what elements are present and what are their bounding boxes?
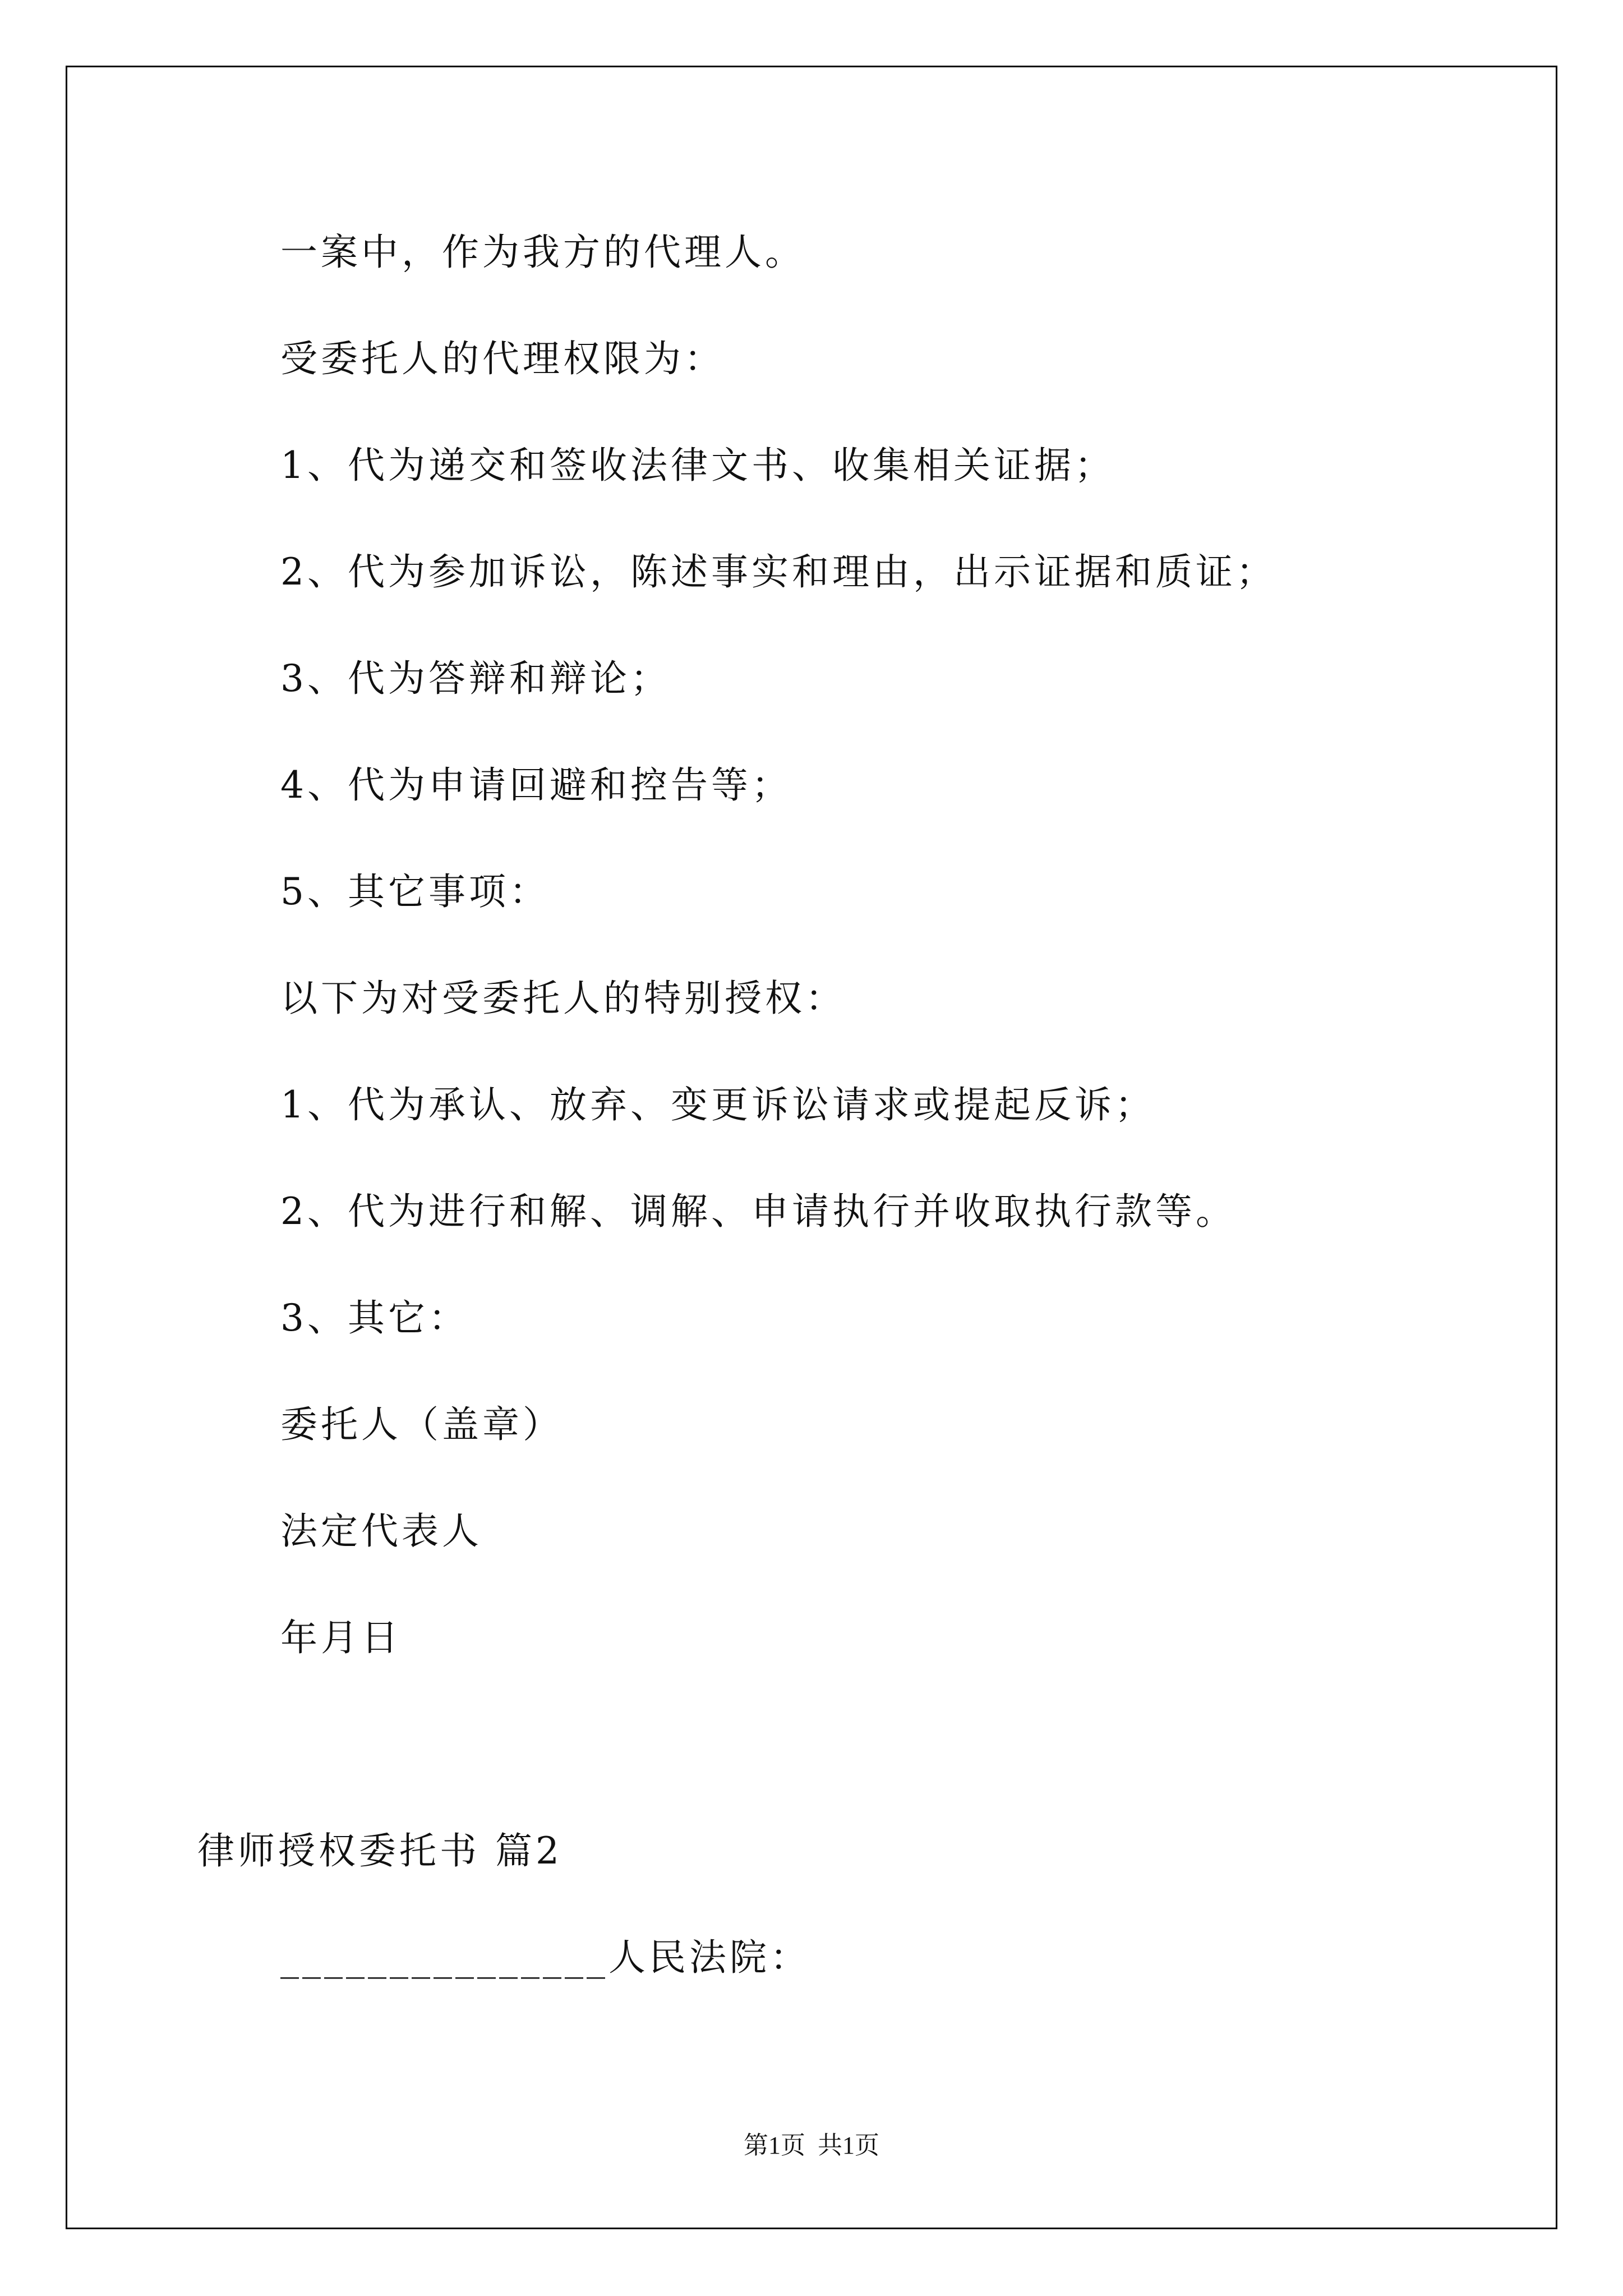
signature-date: 年月日 bbox=[280, 1616, 402, 1659]
page-footer: 第1页 共1页 bbox=[744, 2132, 879, 2159]
body-line-special-1: 1、代为承认、放弃、变更诉讼请求或提起反诉； bbox=[280, 1083, 1155, 1126]
signature-principal: 委托人（盖章） bbox=[280, 1403, 563, 1446]
body-line-special-2: 2、代为进行和解、调解、申请执行并收取执行款等。 bbox=[280, 1190, 1236, 1233]
body-line-special-intro: 以下为对受委托人的特别授权： bbox=[280, 977, 846, 1020]
court-addressee: _______________人民法院： bbox=[280, 1936, 810, 1979]
body-line-special-3: 3、其它： bbox=[280, 1296, 469, 1340]
body-line-case: 一案中，作为我方的代理人。 bbox=[280, 231, 805, 274]
body-line-authority-4: 4、代为申请回避和控告等； bbox=[280, 763, 792, 807]
body-line-authority-2: 2、代为参加诉讼，陈述事实和理由，出示证据和质证； bbox=[280, 550, 1276, 593]
page-border bbox=[66, 66, 1557, 2229]
body-line-authority-intro: 受委托人的代理权限为： bbox=[280, 337, 725, 380]
body-line-authority-5: 5、其它事项： bbox=[280, 870, 550, 913]
signature-legal-representative: 法定代表人 bbox=[280, 1510, 482, 1553]
body-line-authority-3: 3、代为答辩和辩论； bbox=[280, 657, 671, 700]
body-line-authority-1: 1、代为递交和签收法律文书、收集相关证据； bbox=[280, 444, 1115, 487]
section-heading: 律师授权委托书 篇2 bbox=[197, 1829, 562, 1872]
